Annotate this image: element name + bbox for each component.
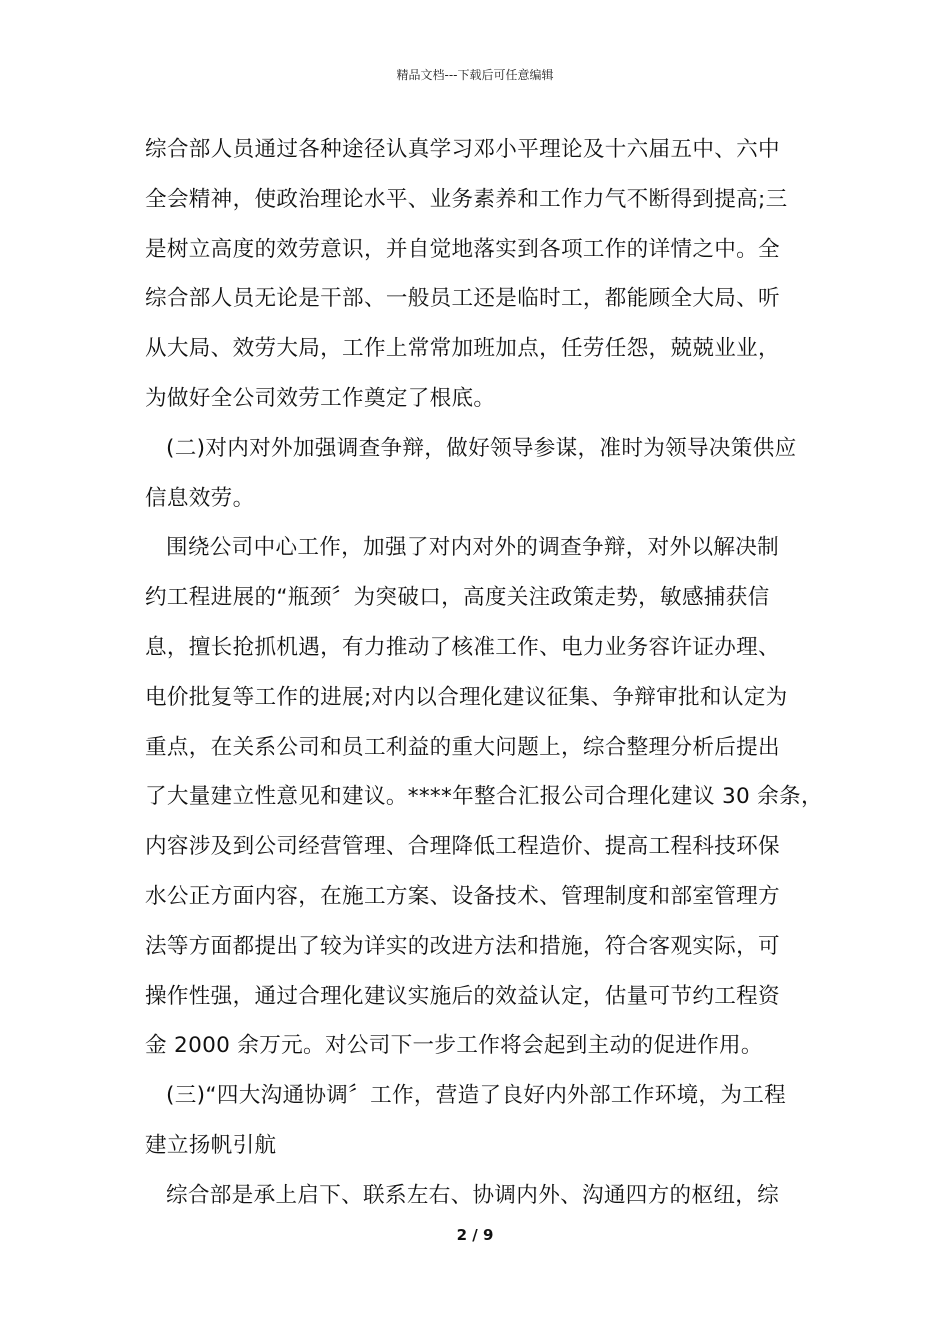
text-line: 为做好全公司效劳工作奠定了根底。	[145, 385, 496, 411]
text-line: 综合部人员通过各种途径认真学习邓小平理论及十六届五中、六中	[145, 137, 780, 162]
text-line: 约工程进展的“瓶颈〞为突破口，高度关注政策走势，敏感捕获信	[145, 585, 770, 611]
page-header: 精品文档---下载后可任意编辑	[396, 68, 554, 82]
text-line: 操作性强，通过合理化建议实施后的效益认定，估量可节约工程资	[145, 983, 780, 1009]
text-line: 综合部人员无论是干部、一般员工还是临时工，都能顾全大局、听	[145, 286, 780, 312]
text-line: 电价批复等工作的进展;对内以合理化建议征集、争辩审批和认定为	[145, 684, 788, 710]
text-line: 法等方面都提出了较为详实的改进方法和措施，符合客观实际，可	[145, 933, 780, 959]
text-line: 内容涉及到公司经营管理、合理降低工程造价、提高工程科技环保	[145, 834, 780, 860]
text-line: 围绕公司中心工作，加强了对内对外的调查争辩，对外以解决制	[166, 535, 780, 561]
text-line: 建立扬帆引航	[145, 1132, 277, 1158]
text-line: 从大局、效劳大局，工作上常常加班加点，任劳任怨，兢兢业业，	[145, 336, 780, 362]
text-line: (二)对内对外加强调查争辩，做好领导参谋，准时为领导决策供应	[166, 435, 797, 461]
text-line: 了大量建立性意见和建议。****年整合汇报公司合理化建议 30 余条，	[145, 784, 823, 810]
text-line: 是树立高度的效劳意识，并自觉地落实到各项工作的详情之中。全	[145, 236, 780, 262]
text-line: 综合部是承上启下、联系左右、协调内外、沟通四方的枢纽，综	[166, 1182, 780, 1208]
text-line: 全会精神，使政治理论水平、业务素养和工作力气不断得到提高;三	[145, 186, 788, 212]
text-line: 信息效劳。	[145, 485, 255, 511]
text-line: 重点，在关系公司和员工利益的重大问题上，综合整理分析后提出	[145, 734, 780, 760]
document-body	[145, 125, 823, 1221]
text-line: (三)“四大沟通协调〞工作，营造了良好内外部工作环境，为工程	[166, 1083, 787, 1109]
text-line: 金 2000 余万元。对公司下一步工作将会起到主动的促进作用。	[145, 1033, 763, 1059]
page-number: 2 / 9	[456, 1226, 494, 1244]
text-line: 息，擅长抢抓机遇，有力推动了核准工作、电力业务容许证办理、	[145, 634, 780, 660]
text-line: 水公正方面内容，在施工方案、设备技术、管理制度和部室管理方	[145, 883, 780, 909]
